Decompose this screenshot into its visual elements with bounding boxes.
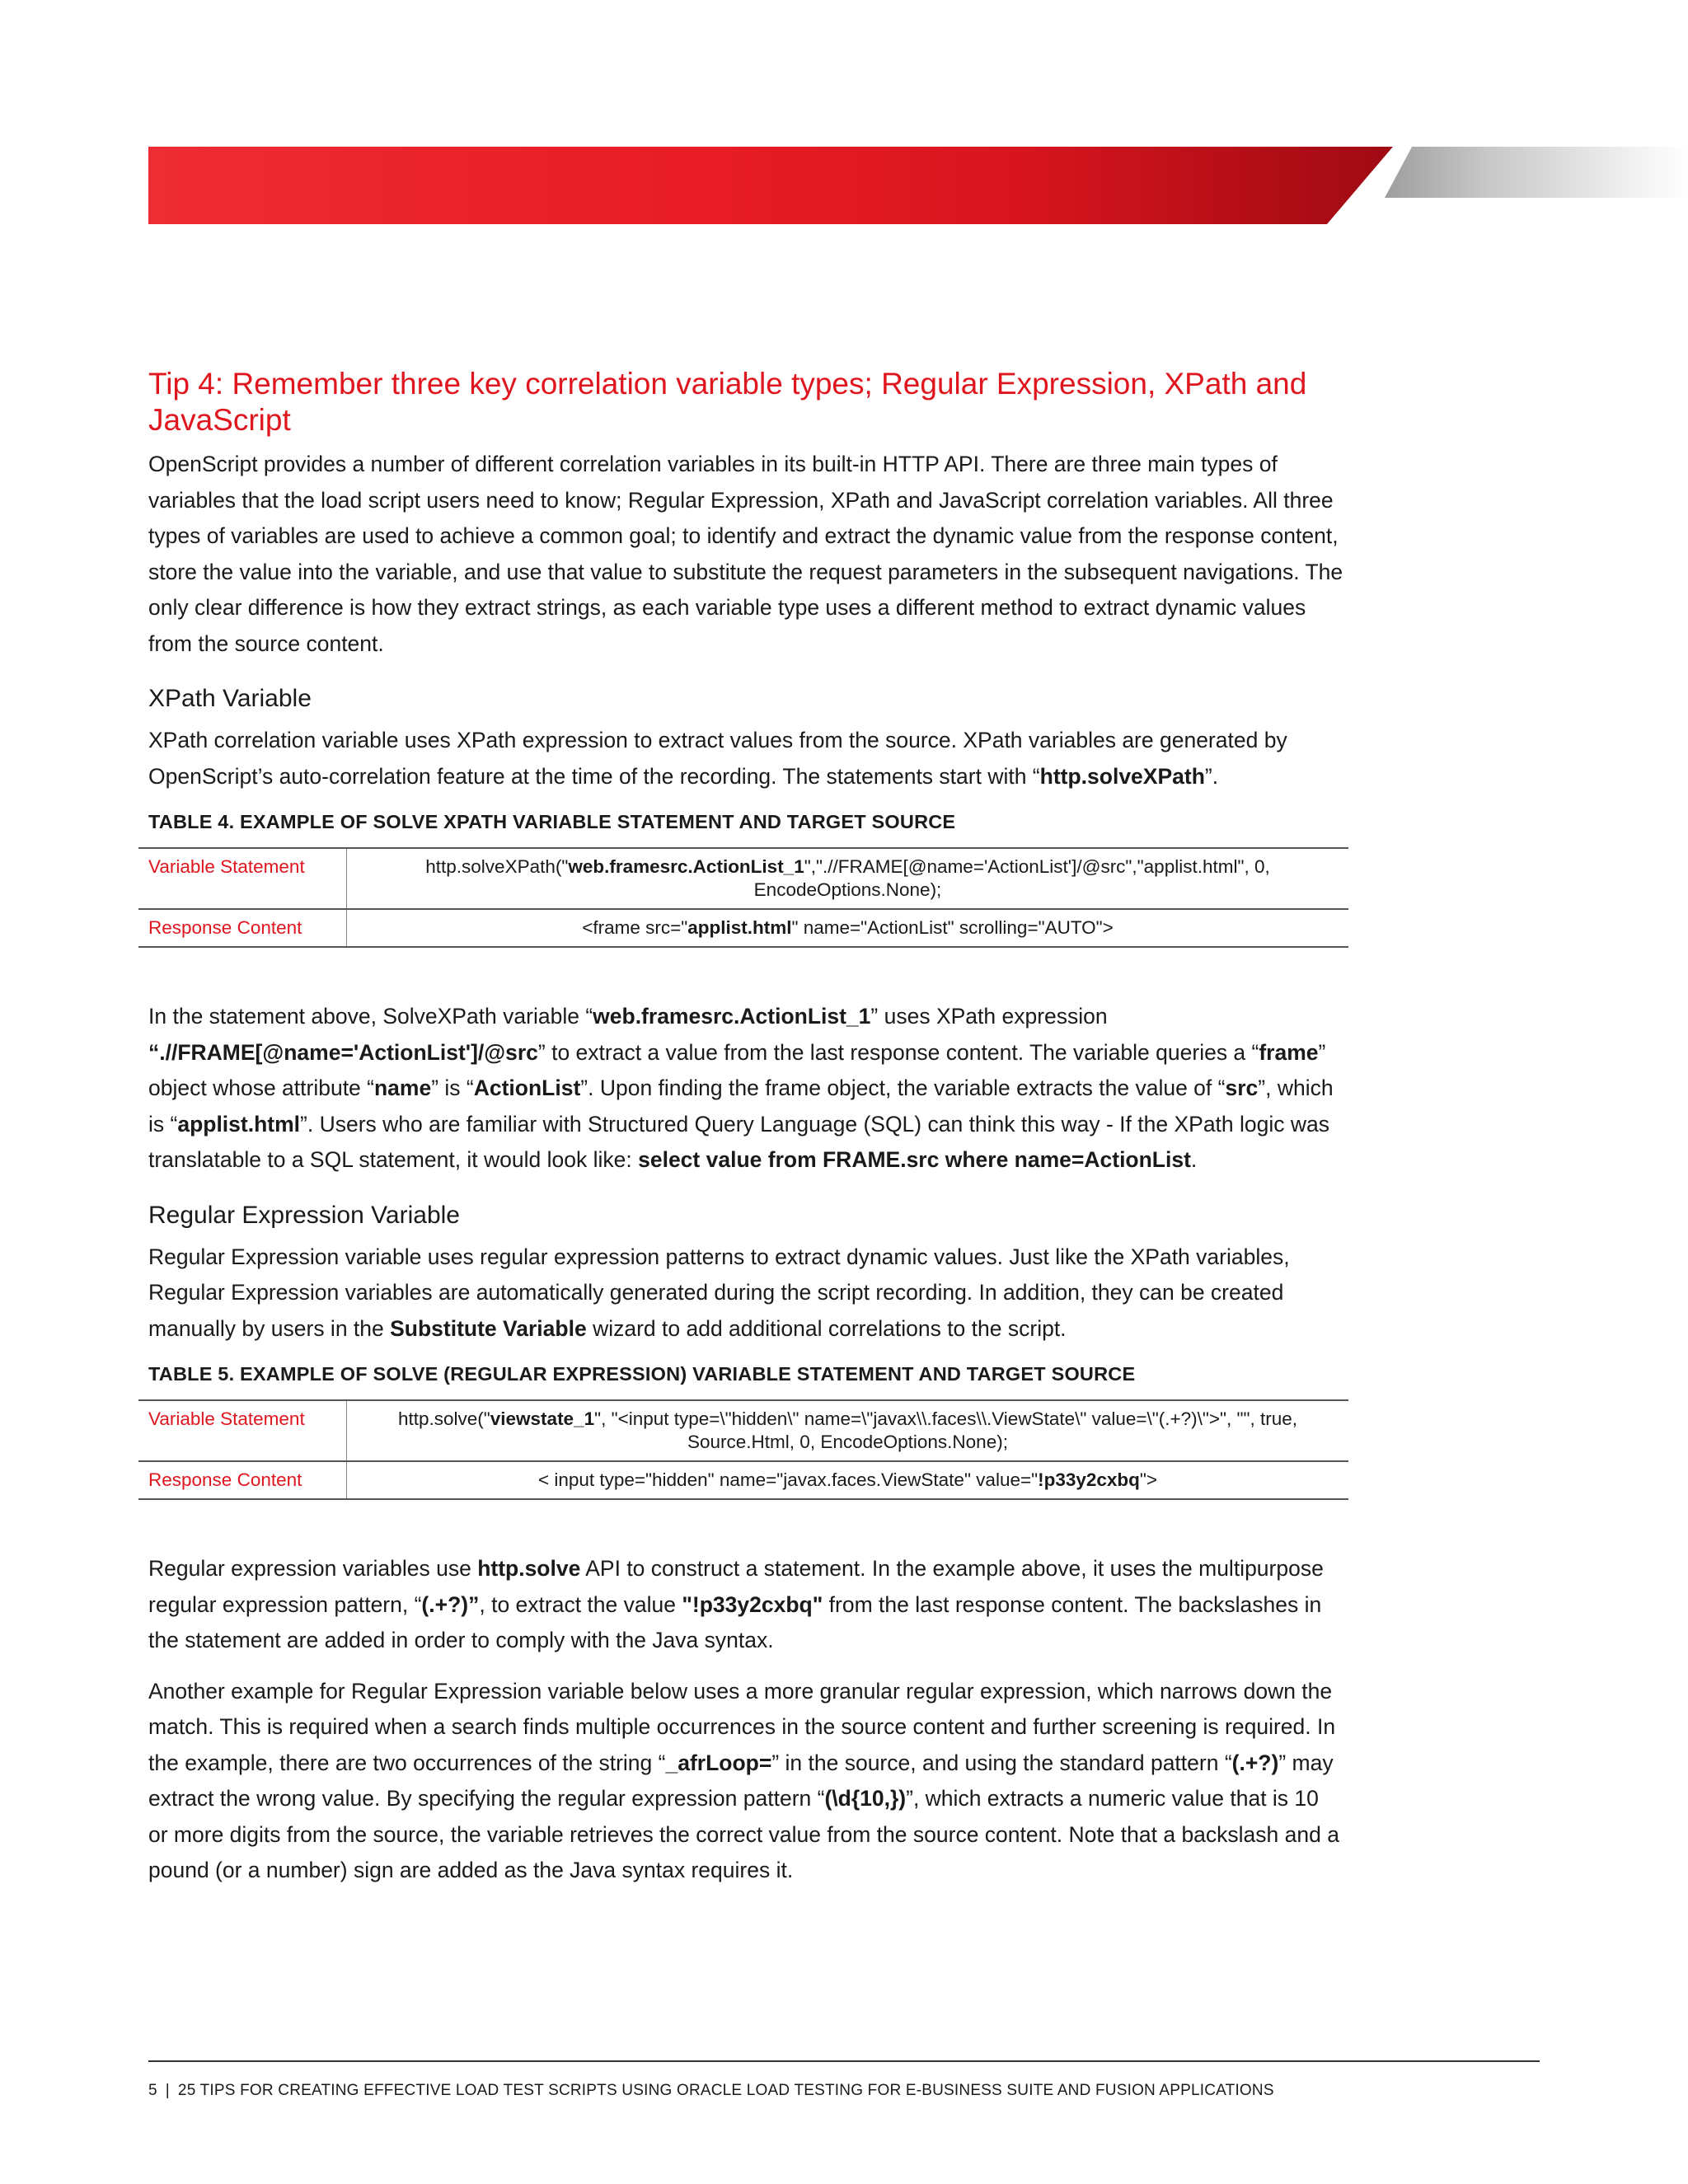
- section-title: Tip 4: Remember three key correlation variable types; Regular Expression, XPath and JavaScript: [148, 367, 1307, 437]
- page-footer: [148, 2082, 1274, 2100]
- table-4: [138, 847, 1348, 948]
- header-banner-accent: [1385, 147, 1688, 198]
- row-value: http.solve("viewstate_1", "<input type=\"hidden\" name=\"javax\\.faces\\.ViewState\" value=\"(.+?)\">", "", true, Source.Html, 0, EncodeOptions.None);: [397, 1408, 1298, 1452]
- xpath-paragraph-2: In the statement above, SolveXPath variable “web.framesrc.ActionList_1” uses XPath expression “.//FRAME[@name='ActionList']/@src” to extract a value from the last response content. The variable queries a “frame” object whose attribute “name” is “ActionList”. Upon finding the frame object, the variable extracts the value of “src”, which is “applist.html”. Users who are familiar with Structured Query Language (SQL) can think this way - If the XPath logic was translatable to a SQL statement, it would look like: select value from FRAME.src where name=ActionList.: [148, 1004, 1334, 1172]
- regex-paragraph-3: Another example for Regular Expression variable below uses a more granular regular expression, which narrows down the match. This is required when a search finds multiple occurrences in the source content and further screening is required. In the example, there are two occurrences of the string “_afrLoop=” in the source, and using the standard pattern “(.+?)” may extract the wrong value. By specifying the regular expression pattern “(\d{10,})”, which extracts a numeric value that is 10 or more digits from the source, the variable retrieves the correct value from the source content. Note that a backslash and a pound (or a number) sign are added as the Java syntax requires it.: [148, 1678, 1339, 1882]
- row-label: Response Content: [138, 909, 347, 947]
- main-content: [148, 366, 1343, 1904]
- table-row: [138, 1461, 1348, 1499]
- footer-title: 25 TIPS FOR CREATING EFFECTIVE LOAD TEST SCRIPTS USING ORACLE LOAD TESTING FOR E-BUSINESS SUITE AND FUSION APPLICATIONS: [177, 2082, 1274, 2099]
- regex-paragraph-1: Regular Expression variable uses regular expression patterns to extract dynamic values. Just like the XPath variables, Regular Expression variables are automatically generated during the script recording. In addition, they can be created manually by users in the Substitute Variable wizard to add additional correlations to the script.: [148, 1244, 1290, 1341]
- table-row: [138, 909, 1348, 947]
- regex-heading: Regular Expression Variable: [148, 1201, 460, 1229]
- page-number: 5: [148, 2082, 157, 2099]
- xpath-paragraph-1: XPath correlation variable uses XPath expression to extract values from the source. XPath variables are generated by OpenScript’s auto-correlation feature at the time of the recording. The statements start with “http.solveXPath”.: [148, 728, 1287, 789]
- footer-separator: |: [165, 2082, 170, 2099]
- table-5: [138, 1399, 1348, 1500]
- table-5-caption: TABLE 5. EXAMPLE OF SOLVE (REGULAR EXPRESSION) VARIABLE STATEMENT AND TARGET SOURCE: [148, 1363, 1136, 1385]
- row-label: Response Content: [138, 1461, 347, 1499]
- row-label: Variable Statement: [138, 848, 347, 909]
- row-label: Variable Statement: [138, 1400, 347, 1461]
- table-row: [138, 848, 1348, 909]
- xpath-heading: XPath Variable: [148, 685, 312, 712]
- row-value: <frame src="applist.html" name="ActionList" scrolling="AUTO">: [582, 917, 1114, 938]
- header-banner: [148, 147, 1393, 224]
- footer-rule: [148, 2060, 1540, 2062]
- intro-paragraph: OpenScript provides a number of different correlation variables in its built-in HTTP API. There are three main types of variables that the load script users need to know; Regular Expression, XPath and JavaScript correlation variables. All three types of variables are used to achieve a common goal; to identify and extract the dynamic value from the response content, store the value into the variable, and use that value to substitute the request parameters in the subsequent navigations. The only clear difference is how they extract strings, as each variable type uses a different method to extract dynamic values from the source content.: [148, 452, 1343, 656]
- table-row: [138, 1400, 1348, 1461]
- row-value: http.solveXPath("web.framesrc.ActionList_1",".//FRAME[@name='ActionList']/@src","applist.html", 0, EncodeOptions.None);: [425, 856, 1270, 900]
- regex-paragraph-2: Regular expression variables use http.solve API to construct a statement. In the example above, it uses the multipurpose regular expression pattern, “(.+?)”, to extract the value "!p33y2cxbq" from the last response content. The backslashes in the statement are added in order to comply with the Java syntax.: [148, 1556, 1324, 1652]
- row-value: < input type="hidden" name="javax.faces.ViewState" value="!p33y2cxbq">: [537, 1469, 1158, 1490]
- table-4-caption: TABLE 4. EXAMPLE OF SOLVE XPATH VARIABLE STATEMENT AND TARGET SOURCE: [148, 811, 956, 832]
